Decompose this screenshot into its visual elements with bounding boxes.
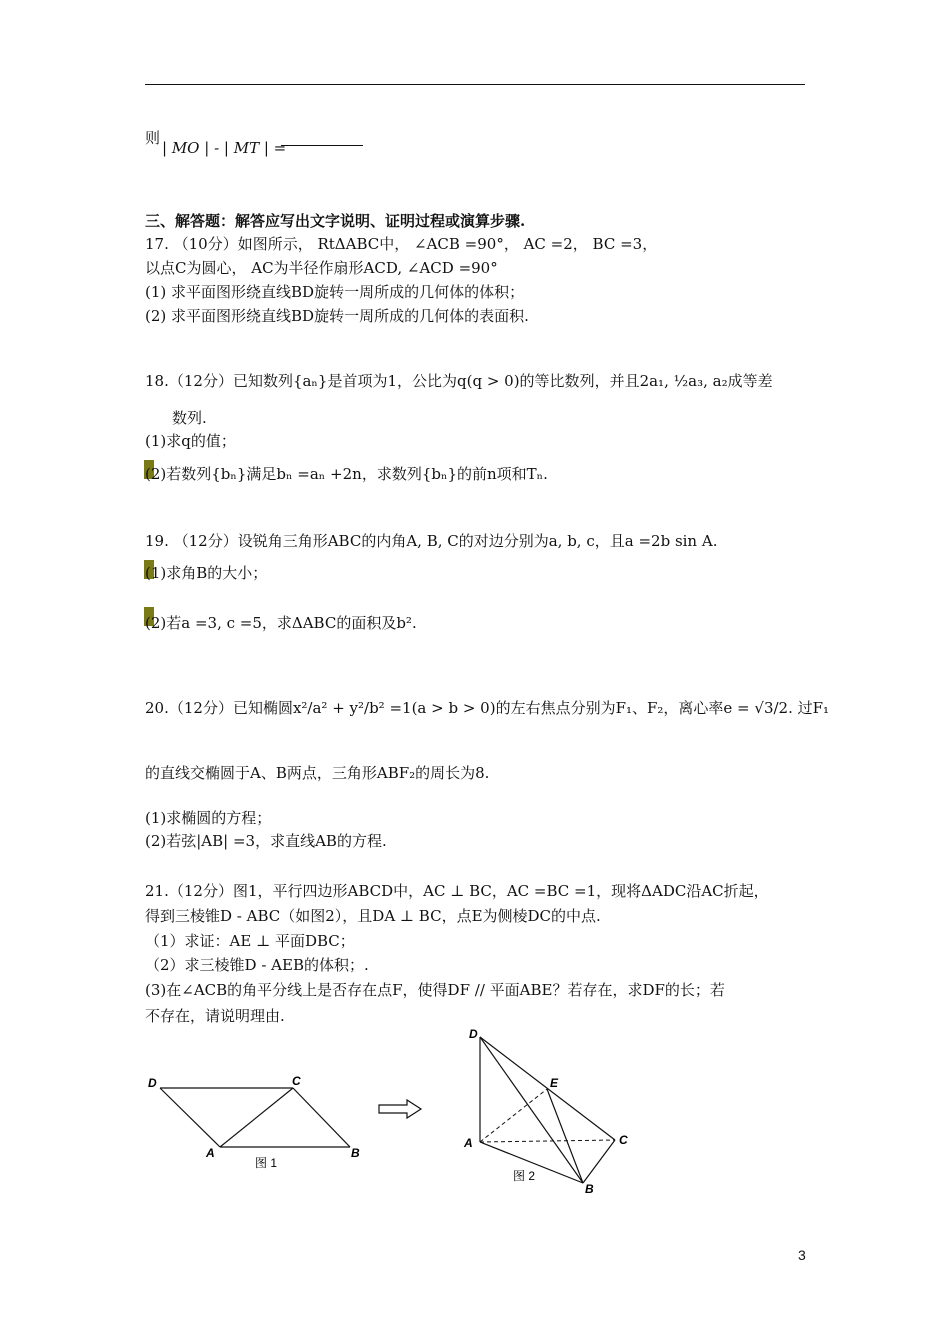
q21-line1: 21.（12分）图1，平行四边形ABCD中，AC ⊥ BC，AC =BC =1，现将ΔADC沿AC折起，: [145, 882, 769, 900]
fig2-label-E: E: [550, 1076, 559, 1090]
edge-AE-hidden: [480, 1089, 547, 1142]
fig1-label-D: D: [148, 1076, 157, 1090]
section3-title: 三、解答题：解答应写出文字说明、证明过程或演算步骤.: [145, 212, 526, 230]
q16-expression: | MO | - | MT | =: [162, 139, 287, 157]
edge-AC: [220, 1088, 293, 1147]
figure1-caption: 图 1: [255, 1156, 278, 1170]
q18-part1: (1)求q的值；: [145, 432, 236, 450]
fig1-label-A: A: [206, 1146, 215, 1160]
fig1-label-C: C: [292, 1074, 301, 1088]
fig2-label-B: B: [585, 1182, 594, 1196]
q19-line1: 19. （12分）设锐角三角形ABC的内角A, B, C的对边分别为a, b, c，且a =2b sin A.: [145, 532, 718, 550]
figure1-parallelogram: [140, 1065, 380, 1175]
q20-part1: (1)求椭圆的方程；: [145, 809, 272, 827]
figure2-pyramid: [455, 1025, 645, 1200]
edge-DA: [160, 1088, 220, 1147]
figure2-caption: 图 2: [513, 1169, 536, 1183]
q18-line1: 18.（12分）已知数列{aₙ}是首项为1，公比为q(q > 0)的等比数列，并且2a₁, ½a₃, a₂成等差: [145, 372, 773, 390]
fig2-label-C: C: [619, 1133, 628, 1147]
q21-part3b: 不存在，请说明理由.: [145, 1007, 285, 1025]
q17-part2: (2) 求平面图形绕直线BD旋转一周所成的几何体的表面积.: [145, 307, 529, 325]
q20-line1: 20.（12分）已知椭圆x²/a² + y²/b² =1(a > b > 0)的左右焦点分别为F₁、F₂，离心率e = √3/2. 过F₁: [145, 699, 830, 717]
q21-part1: （1）求证：AE ⊥ 平面DBC；: [145, 932, 355, 950]
fig2-label-A: A: [464, 1136, 473, 1150]
edge-CB: [583, 1140, 615, 1183]
q20-part2: (2)若弦|AB| =3，求直线AB的方程.: [145, 832, 387, 850]
header-rule: [145, 84, 805, 85]
edge-EB: [547, 1089, 583, 1183]
edge-DC: [480, 1037, 615, 1140]
q21-part2: （2）求三棱锥D - AEB的体积；.: [145, 956, 369, 974]
edge-AC-hidden: [480, 1140, 615, 1142]
q21-line2: 得到三棱锥D - ABC（如图2），且DA ⊥ BC，点E为侧棱DC的中点.: [145, 907, 601, 925]
q18-part2: (2)若数列{bₙ}满足bₙ =aₙ +2n，求数列{bₙ}的前n项和Tₙ.: [145, 465, 548, 483]
q20-line2: 的直线交椭圆于A、B两点，三角形ABF₂的周长为8.: [145, 764, 490, 782]
q19-part2: (2)若a =3, c =5，求ΔABC的面积及b².: [145, 614, 417, 632]
q16-prefix: 则: [145, 129, 161, 147]
q18-line2: 数列.: [172, 409, 207, 427]
q16-answer-blank[interactable]: [281, 136, 363, 155]
q17-part1: (1) 求平面图形绕直线BD旋转一周所成的几何体的体积；: [145, 283, 525, 301]
fold-arrow-icon: [377, 1098, 423, 1120]
edge-CB: [293, 1088, 350, 1147]
q17-line1: 17. （10分）如图所示， RtΔABC中， ∠ACB =90°， AC =2， BC =3，: [145, 235, 658, 253]
page-number: 3: [798, 1247, 806, 1263]
q19-part1: (1)求角B的大小；: [145, 564, 268, 582]
fig1-label-B: B: [351, 1146, 360, 1160]
fig2-label-D: D: [469, 1027, 478, 1041]
q17-line2: 以点C为圆心， AC为半径作扇形ACD, ∠ACD =90°: [145, 259, 498, 277]
q21-part3: (3)在∠ACB的角平分线上是否存在点F，使得DF // 平面ABE？若存在，求DF的长；若: [145, 981, 725, 999]
edge-DB: [480, 1037, 583, 1183]
